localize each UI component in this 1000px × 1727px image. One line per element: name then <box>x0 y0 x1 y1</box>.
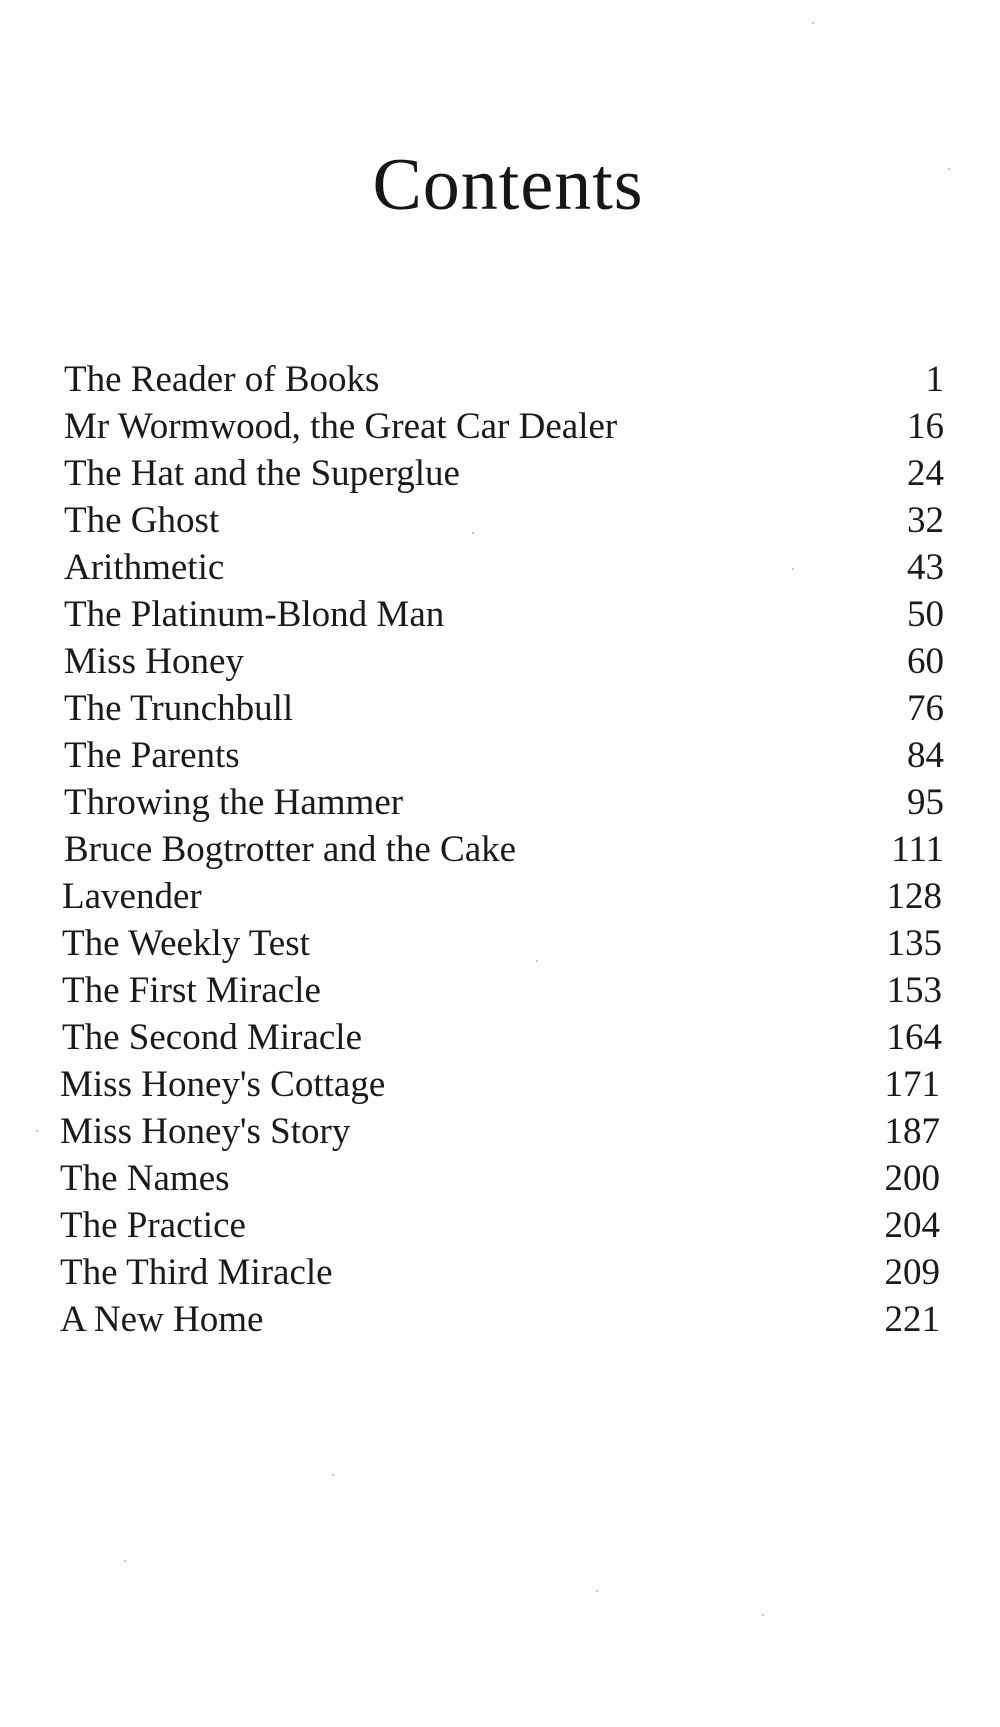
scan-speck <box>792 568 794 570</box>
chapter-title: Miss Honey's Cottage <box>60 1064 386 1105</box>
chapter-title: The Trunchbull <box>64 688 294 729</box>
scan-speck <box>36 1130 38 1132</box>
chapter-title: The Names <box>60 1158 230 1199</box>
toc-entry <box>64 591 944 638</box>
toc-entry <box>62 873 942 920</box>
chapter-page-number: 24 <box>907 453 944 494</box>
chapter-title: The Reader of Books <box>64 359 380 400</box>
scan-speck <box>124 1560 126 1562</box>
toc-entry <box>64 638 944 685</box>
chapter-title: The Ghost <box>64 500 220 541</box>
chapter-title: Miss Honey's Story <box>60 1111 351 1152</box>
chapter-page-number: 135 <box>886 923 942 964</box>
toc-entry <box>62 920 942 967</box>
toc-entry <box>64 356 944 403</box>
toc-entry <box>64 544 944 591</box>
chapter-title: The Weekly Test <box>62 923 310 964</box>
toc-entry <box>62 1014 942 1061</box>
scan-speck <box>332 1474 334 1476</box>
chapter-title: The Third Miracle <box>60 1252 333 1293</box>
chapter-page-number: 221 <box>884 1299 940 1340</box>
toc-entry <box>60 1155 940 1202</box>
chapter-page-number: 43 <box>907 547 944 588</box>
toc-entry <box>60 1249 940 1296</box>
chapter-page-number: 200 <box>884 1158 940 1199</box>
toc-entry <box>64 685 944 732</box>
table-of-contents <box>60 356 944 1343</box>
toc-entry <box>64 450 944 497</box>
chapter-title: The Second Miracle <box>62 1017 362 1058</box>
chapter-page-number: 164 <box>886 1017 942 1058</box>
chapter-page-number: 187 <box>884 1111 940 1152</box>
chapter-title: Bruce Bogtrotter and the Cake <box>64 829 517 870</box>
toc-entry <box>60 1202 940 1249</box>
chapter-page-number: 50 <box>907 594 944 635</box>
scan-speck <box>536 960 538 962</box>
scan-speck <box>762 1614 764 1616</box>
chapter-page-number: 84 <box>907 735 944 776</box>
toc-entry <box>64 826 944 873</box>
chapter-title: The First Miracle <box>62 970 321 1011</box>
scan-speck <box>812 22 814 24</box>
toc-entry <box>60 1296 940 1343</box>
toc-entry <box>64 779 944 826</box>
toc-entry <box>62 967 942 1014</box>
chapter-page-number: 128 <box>886 876 942 917</box>
scan-speck <box>472 532 474 534</box>
toc-entry <box>60 1061 940 1108</box>
chapter-page-number: 153 <box>886 970 942 1011</box>
chapter-page-number: 16 <box>907 406 944 447</box>
chapter-page-number: 95 <box>907 782 944 823</box>
chapter-title: Arithmetic <box>64 547 225 588</box>
chapter-page-number: 171 <box>884 1064 940 1105</box>
scan-speck <box>596 1590 598 1592</box>
chapter-title: Throwing the Hammer <box>64 782 404 823</box>
scan-speck <box>948 168 950 170</box>
toc-entry <box>64 732 944 779</box>
chapter-page-number: 204 <box>884 1205 940 1246</box>
chapter-title: Lavender <box>62 876 202 917</box>
chapter-title: The Parents <box>64 735 240 776</box>
chapter-title: A New Home <box>60 1299 264 1340</box>
chapter-page-number: 111 <box>891 829 944 870</box>
toc-entry <box>64 403 944 450</box>
chapter-title: The Platinum-Blond Man <box>64 594 445 635</box>
chapter-title: The Hat and the Superglue <box>64 453 460 494</box>
toc-entry <box>64 497 944 544</box>
chapter-page-number: 76 <box>907 688 944 729</box>
toc-entry <box>60 1108 940 1155</box>
chapter-page-number: 60 <box>907 641 944 682</box>
page-title: Contents <box>372 144 644 226</box>
chapter-page-number: 1 <box>925 359 944 400</box>
chapter-title: Mr Wormwood, the Great Car Dealer <box>64 406 618 447</box>
chapter-page-number: 209 <box>884 1252 940 1293</box>
chapter-title: Miss Honey <box>64 641 244 682</box>
chapter-page-number: 32 <box>907 500 944 541</box>
chapter-title: The Practice <box>60 1205 246 1246</box>
